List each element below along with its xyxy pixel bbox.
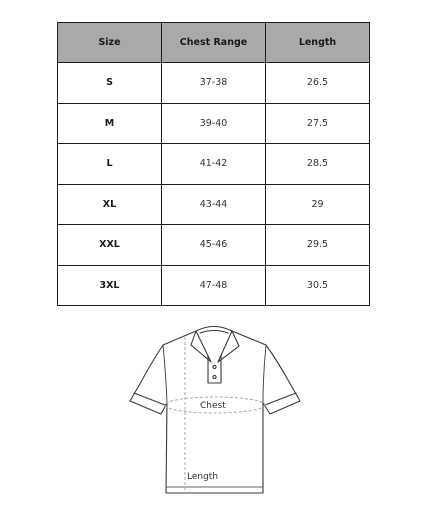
size-cell: M	[58, 103, 162, 144]
size-cell: XXL	[58, 225, 162, 266]
chest-cell: 47-48	[162, 265, 266, 306]
length-label: Length	[187, 472, 219, 482]
chest-cell: 39-40	[162, 103, 266, 144]
length-cell: 27.5	[266, 103, 370, 144]
size-cell: XL	[58, 184, 162, 225]
length-cell: 26.5	[266, 63, 370, 104]
length-cell: 29.5	[266, 225, 370, 266]
header-size: Size	[58, 23, 162, 63]
chest-cell: 37-38	[162, 63, 266, 104]
measurement-guides	[165, 337, 265, 493]
length-cell: 30.5	[266, 265, 370, 306]
chest-label: Chest	[200, 401, 226, 411]
chest-cell: 41-42	[162, 144, 266, 185]
length-cell: 29	[266, 184, 370, 225]
size-cell: S	[58, 63, 162, 104]
size-cell: 3XL	[58, 265, 162, 306]
length-cell: 28.5	[266, 144, 370, 185]
size-cell: L	[58, 144, 162, 185]
chest-cell: 43-44	[162, 184, 266, 225]
header-chest-range: Chest Range	[162, 23, 266, 63]
chest-cell: 45-46	[162, 225, 266, 266]
header-length: Length	[266, 23, 370, 63]
